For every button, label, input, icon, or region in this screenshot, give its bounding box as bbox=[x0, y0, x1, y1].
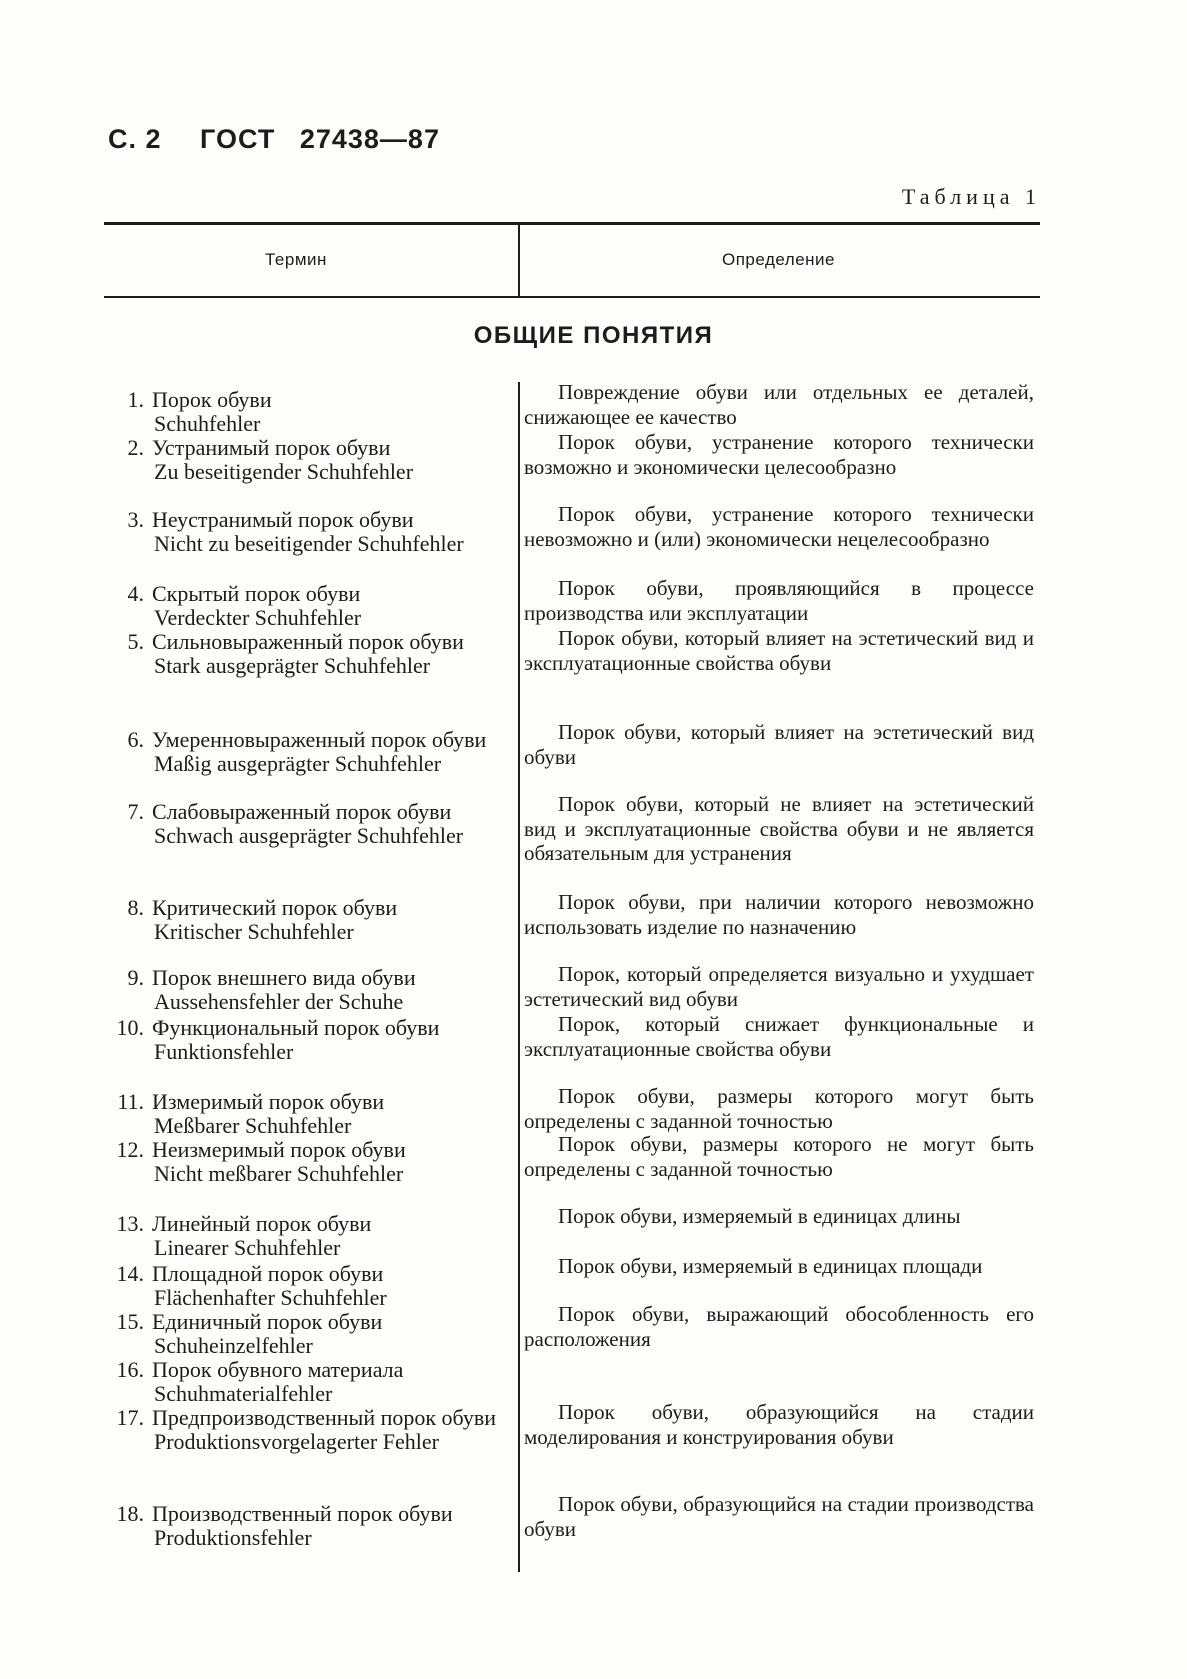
term-definition: Порок обуви, измеряемый в единицах длины bbox=[558, 1204, 961, 1228]
term-german: Flächenhafter Schuhfehler bbox=[154, 1285, 387, 1310]
term-entry bbox=[98, 388, 508, 436]
term-russian: Неизмеримый порок обуви bbox=[152, 1137, 406, 1162]
term-definition: Порок обуви, выражающий обособленность его расположения bbox=[524, 1302, 1034, 1351]
term-number: 7. bbox=[127, 799, 144, 824]
term-entry bbox=[98, 728, 508, 776]
term-german: Schuhfehler bbox=[154, 411, 261, 436]
term-entry bbox=[98, 896, 508, 944]
column-divider-head bbox=[518, 225, 520, 296]
term-number: 4. bbox=[127, 581, 144, 606]
term-entry bbox=[98, 1262, 508, 1310]
term-russian: Предпроизводственный порок обуви bbox=[152, 1405, 497, 1430]
term-entry bbox=[98, 1212, 508, 1260]
term-german: Zu beseitigender Schuhfehler bbox=[154, 459, 414, 484]
term-entry bbox=[98, 436, 508, 484]
term-german: Verdeckter Schuhfehler bbox=[154, 605, 362, 630]
term-russian: Неустранимый порок обуви bbox=[152, 507, 414, 532]
term-russian: Сильновыраженный порок обуви bbox=[152, 629, 464, 654]
term-number: 17. bbox=[116, 1405, 144, 1430]
term-russian: Функциональный порок обуви bbox=[152, 1015, 440, 1040]
term-german: Schuhmaterialfehler bbox=[154, 1381, 333, 1406]
term-number: 9. bbox=[127, 965, 144, 990]
term-number: 18. bbox=[116, 1501, 144, 1526]
term-german: Schuheinzelfehler bbox=[154, 1333, 313, 1358]
term-entry bbox=[98, 1310, 508, 1358]
term-german: Funktionsfehler bbox=[154, 1039, 294, 1064]
term-russian: Порок обуви bbox=[152, 387, 272, 412]
term-russian: Линейный порок обуви bbox=[152, 1211, 372, 1236]
term-definition: Повреждение обуви или отдельных ее деталей, снижающее ее качество bbox=[524, 380, 1034, 429]
term-german: Schwach ausgeprägter Schuhfehler bbox=[154, 823, 464, 848]
term-russian: Производственный порок обуви bbox=[152, 1501, 453, 1526]
table-header-rule bbox=[104, 296, 1040, 298]
term-german: Meßbarer Schuhfehler bbox=[154, 1113, 352, 1138]
term-definition: Порок обуви, измеряемый в единицах площади bbox=[558, 1254, 983, 1278]
table-label: Таблица 1 bbox=[901, 184, 1041, 209]
term-entry bbox=[98, 630, 508, 678]
term-definition: Порок обуви, устранение которого технически возможно и экономически целесообразно bbox=[524, 430, 1034, 479]
term-definition: Порок обуви, при наличии которого невозможно использовать изделие по назначению bbox=[524, 890, 1034, 939]
term-entry bbox=[98, 1090, 508, 1138]
term-number: 3. bbox=[127, 507, 144, 532]
term-number: 6. bbox=[127, 727, 144, 752]
term-entry bbox=[98, 800, 508, 848]
term-russian: Критический порок обуви bbox=[152, 895, 398, 920]
term-entry bbox=[98, 966, 508, 1014]
term-entry bbox=[98, 1502, 508, 1550]
table-top-rule bbox=[104, 222, 1040, 225]
term-definition: Порок обуви, который влияет на эстетический вид и эксплуатационные свойства обуви bbox=[524, 626, 1034, 675]
term-definition: Порок обуви, который влияет на эстетический вид обуви bbox=[524, 720, 1034, 769]
term-entry bbox=[98, 1406, 508, 1454]
page-header bbox=[108, 124, 440, 155]
term-definition: Порок, который снижает функциональные и эксплуатационные свойства обуви bbox=[524, 1012, 1034, 1061]
column-header-definition: Определение bbox=[722, 250, 835, 269]
term-number: 13. bbox=[116, 1211, 144, 1236]
term-german: Produktionsvorgelagerter Fehler bbox=[154, 1429, 439, 1454]
term-entry bbox=[98, 1016, 508, 1064]
term-russian: Слабовыраженный порок обуви bbox=[152, 799, 452, 824]
page-number: С. 2 bbox=[108, 124, 162, 154]
term-number: 10. bbox=[116, 1015, 144, 1040]
section-title: ОБЩИЕ ПОНЯТИЯ bbox=[473, 322, 714, 349]
term-number: 16. bbox=[116, 1357, 144, 1382]
term-entry bbox=[98, 508, 508, 556]
term-german: Kritischer Schuhfehler bbox=[154, 919, 354, 944]
term-german: Nicht zu beseitigender Schuhfehler bbox=[154, 531, 464, 556]
term-definition: Порок, который определяется визуально и ухудшает эстетический вид обуви bbox=[524, 962, 1034, 1011]
term-german: Aussehensfehler der Schuhe bbox=[154, 989, 404, 1014]
term-definition: Порок обуви, проявляющийся в процессе производства или эксплуатации bbox=[524, 576, 1034, 625]
term-german: Linearer Schuhfehler bbox=[154, 1235, 341, 1260]
standard-code: ГОСТ bbox=[200, 124, 276, 154]
term-entry bbox=[98, 582, 508, 630]
term-number: 12. bbox=[116, 1137, 144, 1162]
term-number: 15. bbox=[116, 1309, 144, 1334]
term-definition: Порок обуви, образующийся на стадии моделирования и конструирования обуви bbox=[524, 1400, 1034, 1449]
term-definition: Порок обуви, который не влияет на эстетический вид и эксплуатационные свойства обуви и не является обязательным для устранения bbox=[524, 792, 1034, 865]
term-definition: Порок обуви, размеры которого не могут быть определены с заданной точностью bbox=[524, 1132, 1034, 1181]
column-divider-body bbox=[518, 382, 520, 1572]
term-russian: Умеренновыраженный порок обуви bbox=[152, 727, 487, 752]
term-definition: Порок обуви, образующийся на стадии производства обуви bbox=[524, 1492, 1034, 1541]
term-number: 14. bbox=[116, 1261, 144, 1286]
term-german: Maßig ausgeprägter Schuhfehler bbox=[154, 751, 442, 776]
term-number: 1. bbox=[127, 387, 144, 412]
term-russian: Единичный порок обуви bbox=[152, 1309, 383, 1334]
term-russian: Скрытый порок обуви bbox=[152, 581, 361, 606]
term-number: 11. bbox=[117, 1089, 144, 1114]
term-entry bbox=[98, 1358, 508, 1406]
term-german: Stark ausgeprägter Schuhfehler bbox=[154, 653, 431, 678]
term-german: Produktionsfehler bbox=[154, 1525, 312, 1550]
term-number: 8. bbox=[127, 895, 144, 920]
term-russian: Порок обувного материала bbox=[152, 1357, 404, 1382]
term-russian: Измеримый порок обуви bbox=[152, 1089, 385, 1114]
column-header-term: Термин bbox=[265, 250, 327, 269]
term-definition: Порок обуви, устранение которого технически невозможно и (или) экономически нецелесообразно bbox=[524, 502, 1034, 551]
term-russian: Порок внешнего вида обуви bbox=[152, 965, 416, 990]
term-russian: Площадной порок обуви bbox=[152, 1261, 384, 1286]
term-entry bbox=[98, 1138, 508, 1186]
term-german: Nicht meßbarer Schuhfehler bbox=[154, 1161, 404, 1186]
term-definition: Порок обуви, размеры которого могут быть определены с заданной точностью bbox=[524, 1084, 1034, 1133]
term-number: 2. bbox=[127, 435, 144, 460]
term-russian: Устранимый порок обуви bbox=[152, 435, 391, 460]
standard-number: 27438—87 bbox=[299, 124, 440, 154]
term-number: 5. bbox=[127, 629, 144, 654]
